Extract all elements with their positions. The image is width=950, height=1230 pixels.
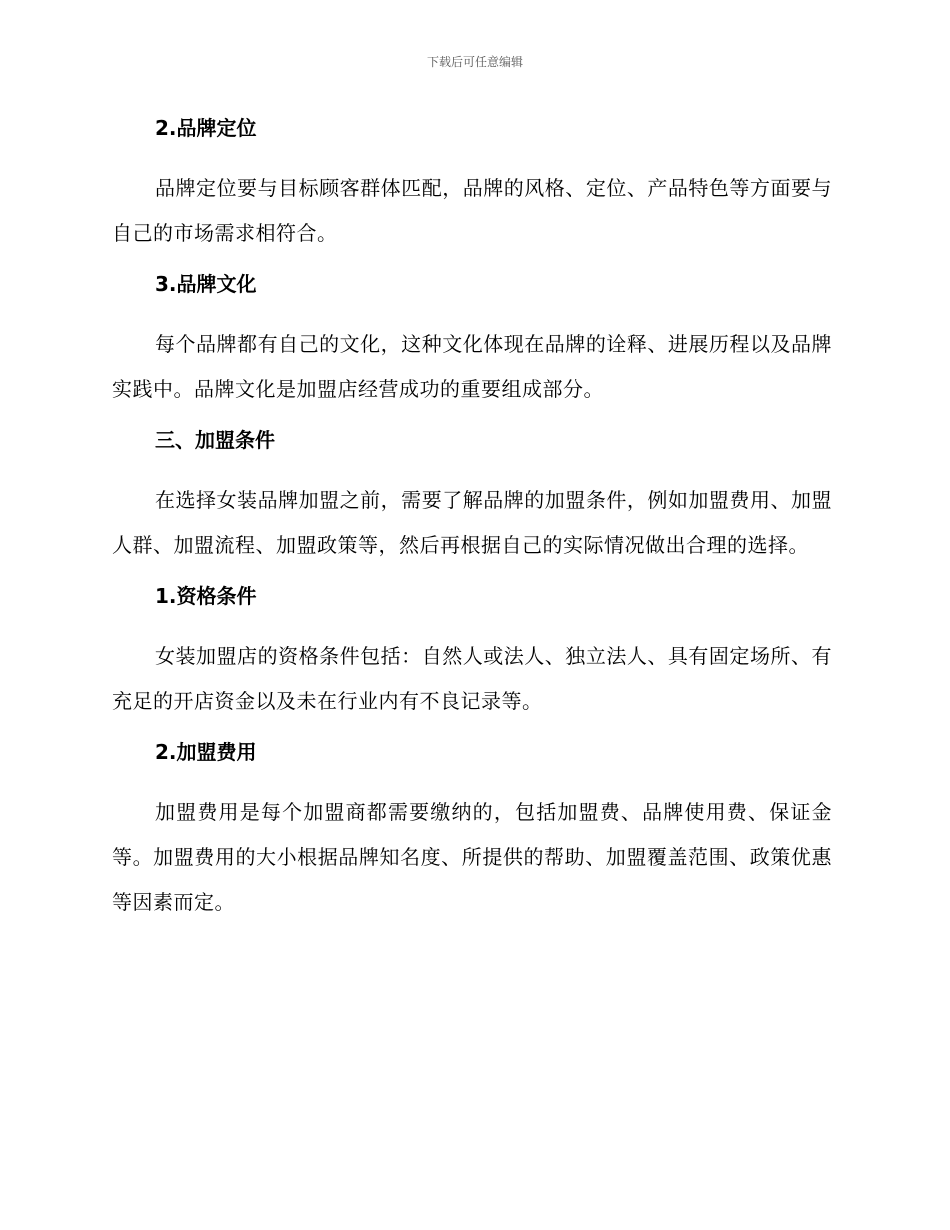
paragraph-qualification: 女装加盟店的资格条件包括：自然人或法人、独立法人、具有固定场所、有充足的开店资金以及未在行业内有不良记录等。 — [112, 644, 832, 713]
section-heading-brand-positioning: 2.品牌定位 — [155, 116, 257, 140]
paragraph-franchise-conditions: 在选择女装品牌加盟之前，需要了解品牌的加盟条件，例如加盟费用、加盟人群、加盟流程、加盟政策等，然后再根据自己的实际情况做出合理的选择。 — [112, 488, 832, 557]
section-heading-brand-culture: 3.品牌文化 — [155, 272, 257, 296]
document-body — [112, 112, 832, 937]
section-heading-franchise-conditions: 三、加盟条件 — [155, 428, 275, 452]
section-heading-qualification: 1.资格条件 — [155, 584, 257, 608]
section-heading-franchise-fees: 2.加盟费用 — [155, 740, 257, 764]
page-header: 下载后可任意编辑 — [426, 55, 523, 69]
paragraph-franchise-fees: 加盟费用是每个加盟商都需要缴纳的，包括加盟费、品牌使用费、保证金等。加盟费用的大小根据品牌知名度、所提供的帮助、加盟覆盖范围、政策优惠等因素而定。 — [112, 800, 832, 914]
paragraph-brand-positioning: 品牌定位要与目标顾客群体匹配，品牌的风格、定位、产品特色等方面要与自己的市场需求相符合。 — [112, 176, 832, 245]
paragraph-brand-culture: 每个品牌都有自己的文化，这种文化体现在品牌的诠释、进展历程以及品牌实践中。品牌文化是加盟店经营成功的重要组成部分。 — [112, 332, 832, 401]
